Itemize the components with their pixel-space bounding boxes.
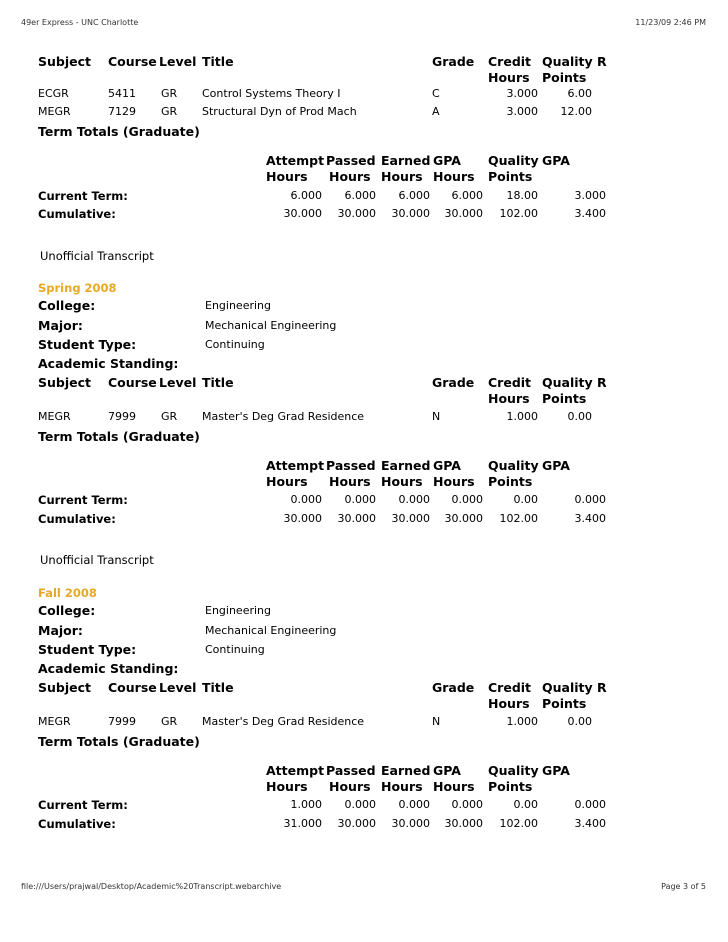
row-quality: 0.00	[567, 410, 592, 423]
col-quality: Quality	[542, 680, 593, 695]
major-value: Mechanical Engineering	[205, 624, 337, 637]
unofficial-transcript-heading: Unofficial Transcript	[40, 553, 154, 567]
col-passed-hours: Hours	[329, 169, 371, 184]
col-quality-points: Points	[542, 391, 587, 406]
gpa-value: 0.000	[574, 493, 606, 506]
quality-points-value: 102.00	[499, 512, 538, 525]
row-credit: 1.000	[506, 410, 538, 423]
col-quality: Quality	[488, 763, 539, 778]
row-grade: A	[432, 105, 440, 118]
col-passed: Passed	[326, 458, 376, 473]
academic-standing-label: Academic Standing:	[38, 661, 179, 676]
student-type-value: Continuing	[205, 643, 265, 656]
gpa-value: 3.400	[574, 512, 606, 525]
row-credit: 3.000	[506, 87, 538, 100]
quality-points-value: 0.00	[513, 798, 538, 811]
row-credit: 1.000	[506, 715, 538, 728]
col-passed-hours: Hours	[329, 779, 371, 794]
row-title: Control Systems Theory I	[202, 87, 341, 100]
college-value: Engineering	[205, 604, 271, 617]
quality-points-value: 0.00	[513, 493, 538, 506]
col-gpa-hours: GPA	[433, 763, 461, 778]
gpa-hours-value: 30.000	[444, 512, 483, 525]
row-quality: 0.00	[567, 715, 592, 728]
row-subject: MEGR	[38, 105, 71, 118]
col-gpa-hours-label: Hours	[433, 169, 475, 184]
browser-header-timestamp: 11/23/09 2:46 PM	[635, 18, 706, 27]
college-label: College:	[38, 298, 96, 313]
col-title: Title	[202, 375, 234, 390]
col-title: Title	[202, 680, 234, 695]
col-attempt-hours: Hours	[266, 474, 308, 489]
col-credit: Credit	[488, 680, 532, 695]
col-gpa: GPA	[542, 153, 570, 168]
col-credit: Credit	[488, 54, 532, 69]
col-earned-hours: Hours	[381, 474, 423, 489]
row-level: GR	[161, 715, 178, 728]
col-gpa: GPA	[542, 458, 570, 473]
row-title: Structural Dyn of Prod Mach	[202, 105, 357, 118]
col-gpa-hours-label: Hours	[433, 474, 475, 489]
col-quality-points: Points	[488, 474, 533, 489]
col-passed: Passed	[326, 763, 376, 778]
passed-value: 6.000	[344, 189, 376, 202]
major-value: Mechanical Engineering	[205, 319, 337, 332]
passed-value: 0.000	[344, 798, 376, 811]
passed-value: 30.000	[337, 207, 376, 220]
term-totals-heading: Term Totals (Graduate)	[38, 124, 200, 139]
attempt-value: 30.000	[283, 512, 322, 525]
col-passed-hours: Hours	[329, 474, 371, 489]
gpa-value: 3.400	[574, 817, 606, 830]
row-level: GR	[161, 87, 178, 100]
passed-value: 0.000	[344, 493, 376, 506]
gpa-value: 3.400	[574, 207, 606, 220]
row-credit: 3.000	[506, 105, 538, 118]
current-term-label: Current Term:	[38, 493, 128, 507]
col-subject: Subject	[38, 375, 91, 390]
earned-value: 0.000	[398, 798, 430, 811]
footer-file-path: file:///Users/prajwal/Desktop/Academic%20Transcript.webarchive	[21, 882, 282, 891]
col-credit-hours: Hours	[488, 70, 530, 85]
col-gpa-hours-label: Hours	[433, 779, 475, 794]
col-earned: Earned	[381, 458, 431, 473]
attempt-value: 31.000	[283, 817, 322, 830]
attempt-value: 6.000	[290, 189, 322, 202]
major-label: Major:	[38, 318, 83, 333]
term-totals-heading: Term Totals (Graduate)	[38, 734, 200, 749]
col-grade: Grade	[432, 680, 475, 695]
col-gpa-hours: GPA	[433, 458, 461, 473]
quality-points-value: 18.00	[506, 189, 538, 202]
col-r: R	[597, 680, 607, 695]
col-quality-points: Points	[542, 696, 587, 711]
col-earned: Earned	[381, 153, 431, 168]
term-heading-spring-2008: Spring 2008	[38, 281, 117, 295]
col-attempt: Attempt	[266, 153, 325, 168]
row-quality: 12.00	[560, 105, 592, 118]
quality-points-value: 102.00	[499, 207, 538, 220]
gpa-hours-value: 30.000	[444, 817, 483, 830]
passed-value: 30.000	[337, 512, 376, 525]
row-level: GR	[161, 410, 178, 423]
col-r: R	[597, 375, 607, 390]
col-gpa: GPA	[542, 763, 570, 778]
col-credit: Credit	[488, 375, 532, 390]
footer-page-number: Page 3 of 5	[661, 882, 706, 891]
row-course: 7999	[108, 715, 136, 728]
gpa-value: 3.000	[574, 189, 606, 202]
gpa-hours-value: 6.000	[451, 189, 483, 202]
col-attempt-hours: Hours	[266, 169, 308, 184]
gpa-hours-value: 30.000	[444, 207, 483, 220]
student-type-label: Student Type:	[38, 642, 137, 657]
current-term-label: Current Term:	[38, 189, 128, 203]
attempt-value: 30.000	[283, 207, 322, 220]
col-earned: Earned	[381, 763, 431, 778]
col-subject: Subject	[38, 680, 91, 695]
col-credit-hours: Hours	[488, 696, 530, 711]
col-quality: Quality	[488, 458, 539, 473]
col-level: Level	[159, 680, 197, 695]
col-r: R	[597, 54, 607, 69]
row-course: 7129	[108, 105, 136, 118]
gpa-hours-value: 0.000	[451, 798, 483, 811]
row-level: GR	[161, 105, 178, 118]
col-subject: Subject	[38, 54, 91, 69]
col-grade: Grade	[432, 54, 475, 69]
cumulative-label: Cumulative:	[38, 512, 116, 526]
row-subject: MEGR	[38, 410, 71, 423]
student-type-label: Student Type:	[38, 337, 137, 352]
earned-value: 30.000	[391, 512, 430, 525]
student-type-value: Continuing	[205, 338, 265, 351]
col-grade: Grade	[432, 375, 475, 390]
col-level: Level	[159, 54, 197, 69]
col-attempt-hours: Hours	[266, 779, 308, 794]
row-title: Master's Deg Grad Residence	[202, 715, 365, 728]
col-quality: Quality	[542, 375, 593, 390]
earned-value: 30.000	[391, 207, 430, 220]
row-title: Master's Deg Grad Residence	[202, 410, 365, 423]
gpa-hours-value: 0.000	[451, 493, 483, 506]
col-quality: Quality	[542, 54, 593, 69]
col-quality-points: Points	[542, 70, 587, 85]
term-totals-heading: Term Totals (Graduate)	[38, 429, 200, 444]
attempt-value: 1.000	[290, 798, 322, 811]
row-subject: ECGR	[38, 87, 69, 100]
col-gpa-hours: GPA	[433, 153, 461, 168]
cumulative-label: Cumulative:	[38, 207, 116, 221]
col-course: Course	[108, 54, 157, 69]
col-quality-points: Points	[488, 169, 533, 184]
college-value: Engineering	[205, 299, 271, 312]
col-course: Course	[108, 680, 157, 695]
current-term-label: Current Term:	[38, 798, 128, 812]
term-heading-fall-2008: Fall 2008	[38, 586, 97, 600]
browser-header-title: 49er Express - UNC Charlotte	[21, 18, 139, 27]
col-level: Level	[159, 375, 197, 390]
cumulative-label: Cumulative:	[38, 817, 116, 831]
col-quality-points: Points	[488, 779, 533, 794]
row-grade: C	[432, 87, 440, 100]
row-quality: 6.00	[567, 87, 592, 100]
col-attempt: Attempt	[266, 458, 325, 473]
earned-value: 0.000	[398, 493, 430, 506]
earned-value: 30.000	[391, 817, 430, 830]
row-grade: N	[432, 715, 441, 728]
row-subject: MEGR	[38, 715, 71, 728]
college-label: College:	[38, 603, 96, 618]
academic-standing-label: Academic Standing:	[38, 356, 179, 371]
unofficial-transcript-heading: Unofficial Transcript	[40, 249, 154, 263]
quality-points-value: 102.00	[499, 817, 538, 830]
col-earned-hours: Hours	[381, 779, 423, 794]
col-title: Title	[202, 54, 234, 69]
row-course: 7999	[108, 410, 136, 423]
col-earned-hours: Hours	[381, 169, 423, 184]
col-credit-hours: Hours	[488, 391, 530, 406]
row-course: 5411	[108, 87, 136, 100]
attempt-value: 0.000	[290, 493, 322, 506]
row-grade: N	[432, 410, 441, 423]
col-attempt: Attempt	[266, 763, 325, 778]
major-label: Major:	[38, 623, 83, 638]
col-quality: Quality	[488, 153, 539, 168]
col-passed: Passed	[326, 153, 376, 168]
col-course: Course	[108, 375, 157, 390]
passed-value: 30.000	[337, 817, 376, 830]
gpa-value: 0.000	[574, 798, 606, 811]
earned-value: 6.000	[398, 189, 430, 202]
